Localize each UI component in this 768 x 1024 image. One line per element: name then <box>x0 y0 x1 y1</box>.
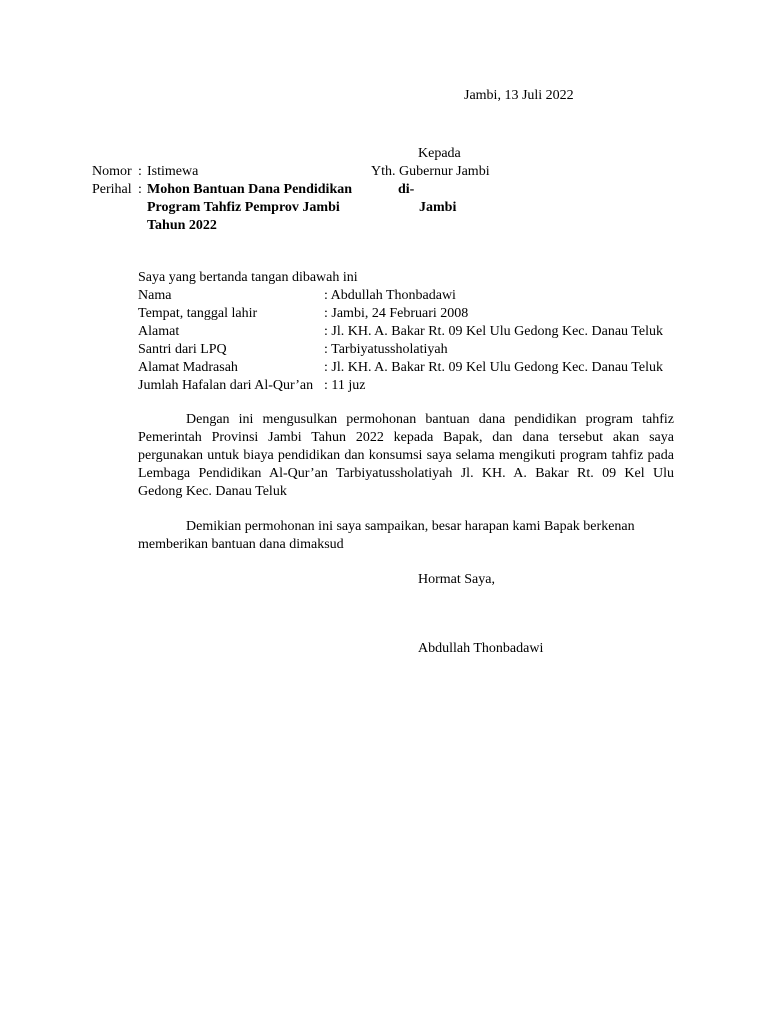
paragraph-line: Pemerintah Provinsi Jambi Tahun 2022 kepada Bapak, dan dana tersebut akan saya <box>138 430 674 445</box>
field-label-ttl: Tempat, tanggal lahir <box>138 306 258 321</box>
field-label-alamat-madrasah: Alamat Madrasah <box>138 360 238 375</box>
intro-statement: Saya yang bertanda tangan dibawah ini <box>138 270 358 285</box>
field-value-nama: : Abdullah Thonbadawi <box>324 288 456 303</box>
perihal-colon: : <box>138 182 142 197</box>
field-label-alamat: Alamat <box>138 324 180 339</box>
paragraph-line: Gedong Kec. Danau Teluk <box>138 484 287 499</box>
paragraph-line: pergunakan untuk biaya pendidikan dan konsumsi saya selama mengikuti program tahfiz pada <box>138 448 674 463</box>
letter-date: Jambi, 13 Juli 2022 <box>464 88 574 103</box>
field-label-hafalan: Jumlah Hafalan dari Al-Qur’an <box>138 378 314 393</box>
paragraph-line: Dengan ini mengusulkan permohonan bantuan dana pendidikan program tahfiz <box>186 412 674 427</box>
perihal-line: Tahun 2022 <box>147 218 217 233</box>
perihal-line: Mohon Bantuan Dana Pendidikan <box>147 182 353 197</box>
perihal-line: Program Tahfiz Pemprov Jambi <box>147 200 340 215</box>
perihal-label: Perihal <box>92 182 132 197</box>
recipient-kepada: Kepada <box>418 146 461 161</box>
field-value-alamat: : Jl. KH. A. Bakar Rt. 09 Kel Ulu Gedong Kec. Danau Teluk <box>324 324 663 339</box>
closing-salutation: Hormat Saya, <box>418 572 495 587</box>
recipient-di: di- <box>398 182 415 197</box>
closing-paragraph <box>138 518 674 554</box>
nomor-value: Istimewa <box>147 164 199 179</box>
paragraph-line: Lembaga Pendidikan Al-Qur’an Tarbiyatussholatiyah Jl. KH. A. Bakar Rt. 09 Kel Ulu <box>138 466 674 481</box>
field-label-lpq: Santri dari LPQ <box>138 342 227 357</box>
signer-name: Abdullah Thonbadawi <box>418 641 544 656</box>
recipient-city: Jambi <box>419 200 457 215</box>
paragraph-line: Demikian permohonan ini saya sampaikan, besar harapan kami Bapak berkenan <box>186 519 635 534</box>
paragraph-line: memberikan bantuan dana dimaksud <box>138 537 344 552</box>
recipient-name: Yth. Gubernur Jambi <box>371 164 490 179</box>
request-paragraph <box>138 411 674 501</box>
field-value-ttl: : Jambi, 24 Februari 2008 <box>324 306 469 321</box>
field-label-nama: Nama <box>138 288 172 303</box>
nomor-colon: : <box>138 164 142 179</box>
nomor-label: Nomor <box>92 164 132 179</box>
field-value-lpq: : Tarbiyatussholatiyah <box>324 342 448 357</box>
field-value-hafalan: : 11 juz <box>324 378 366 393</box>
field-value-alamat-madrasah: : Jl. KH. A. Bakar Rt. 09 Kel Ulu Gedong Kec. Danau Teluk <box>324 360 663 375</box>
